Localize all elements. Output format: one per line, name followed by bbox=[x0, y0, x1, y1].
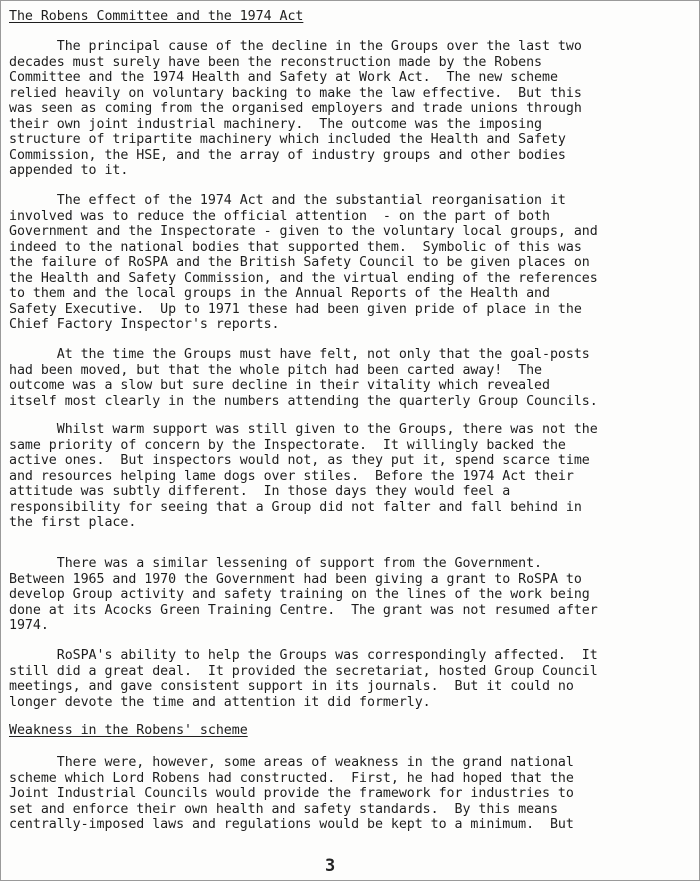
paragraph-inspectorate-support: Whilst warm support was still given to the Groups, there was not the same priority of concern by the Inspectorate. It willingly backed the active ones. But inspectors would not, as they put it, spend scarce time and resources helping lame dogs over stiles. Before the 1974 Act their attitude was subtly different. In those days they would feel a responsibility for seeing that a Group did not falter and fall behind in the first place. bbox=[9, 422, 598, 530]
paragraph-rospa-ability: RoSPA's ability to help the Groups was correspondingly affected. It still did a great deal. It provided the secretariat, hosted Group Council meetings, and gave consistent support in its journals. But it could no longer devote the time and attention it did formerly. bbox=[9, 648, 598, 710]
paragraph-goal-posts: At the time the Groups must have felt, not only that the goal-posts had been moved, but that the whole pitch had been carted away! The outcome was a slow but sure decline in their vitality which revealed itself most clearly in the numbers attending the quarterly Group Councils. bbox=[9, 347, 598, 409]
section-heading-weakness: Weakness in the Robens' scheme bbox=[9, 723, 248, 738]
paragraph-decline-cause: The principal cause of the decline in the Groups over the last two decades must surely have been the reconstruction made by the Robens Committee and the 1974 Health and Safety at Work Act. The new scheme relied heavily on voluntary backing to make the law effective. But this was seen as coming from the organised employers and trade unions through their own joint industrial machinery. The outcome was the imposing structure of tripartite machinery which included the Health and Safety Commission, the HSE, and the array of industry groups and other bodies appended to it. bbox=[9, 39, 582, 178]
paragraph-effect-of-act: The effect of the 1974 Act and the substantial reorganisation it involved was to reduce the official attention - on the part of both Government and the Inspectorate - given to the voluntary local groups, and indeed to the national bodies that supported them. Symbolic of this was the failure of RoSPA and the British Safety Council to be given places on the Health and Safety Commission, and the virtual ending of the references to them and the local groups in the Annual Reports of the Health and Safety Executive. Up to 1971 these had been given pride of place in the Chief Factory Inspector's reports. bbox=[9, 193, 598, 332]
page-number: 3 bbox=[325, 856, 336, 876]
paragraph-areas-of-weakness: There were, however, some areas of weakness in the grand national scheme which Lord Robens had constructed. First, he had hoped that the Joint Industrial Councils would provide the framework for industries to set and enforce their own health and safety standards. By this means centrally-imposed laws and regulations would be kept to a minimum. But bbox=[9, 755, 574, 832]
section-heading-robens-committee: The Robens Committee and the 1974 Act bbox=[9, 9, 304, 24]
paragraph-government-support: There was a similar lessening of support from the Government. Between 1965 and 1970 the Government had been giving a grant to RoSPA to develop Group activity and safety training on the lines of the work being done at its Acocks Green Training Centre. The grant was not resumed after 1974. bbox=[9, 556, 598, 633]
